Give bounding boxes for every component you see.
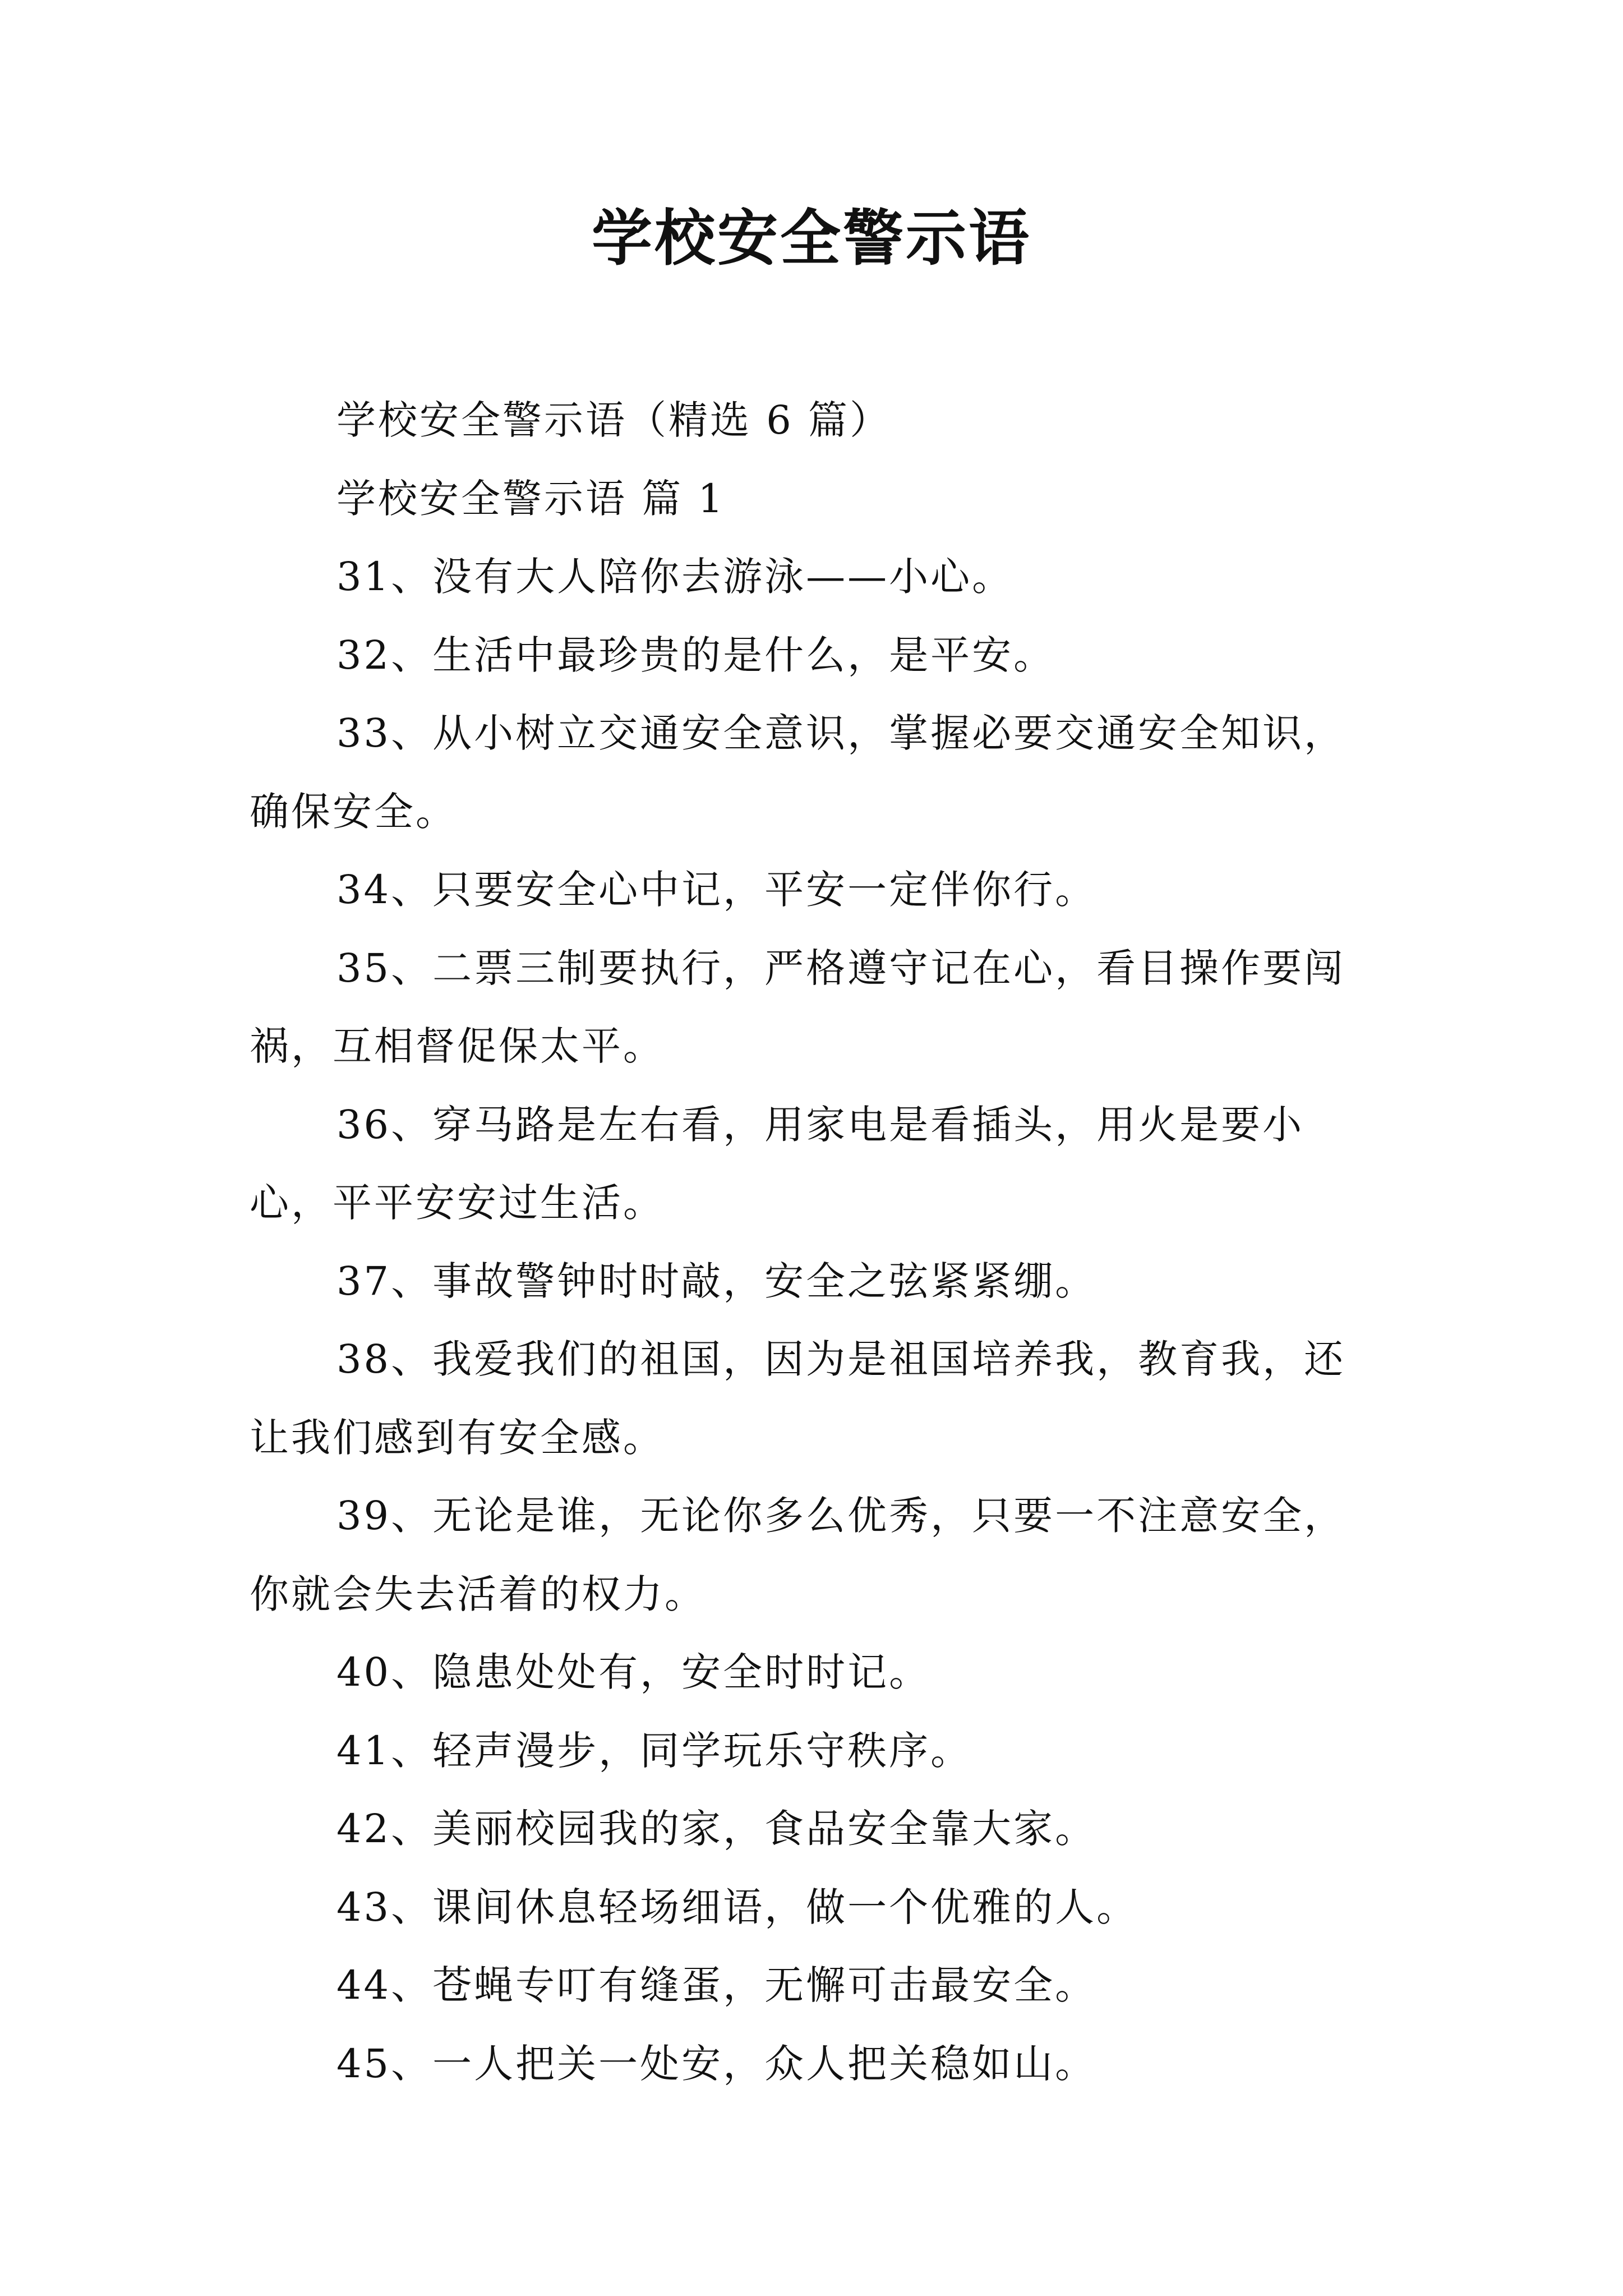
paragraph: 40、隐患处处有，安全时时记。 — [336, 1649, 931, 1695]
paragraph: 学校安全警示语 篇 1 — [336, 475, 726, 522]
paragraph: 32、生活中最珍贵的是什么，是平安。 — [336, 632, 1055, 678]
paragraph: 37、事故警钟时时敲，安全之弦紧紧绷。 — [336, 1258, 1097, 1304]
document-title: 学校安全警示语 — [591, 203, 1031, 274]
paragraph: 45、一人把关一处安，众人把关稳如山。 — [336, 2040, 1097, 2087]
document-body — [250, 381, 1382, 2103]
paragraph: 44、苍蝇专叮有缝蛋，无懈可击最安全。 — [336, 1962, 1097, 2008]
paragraph: 31、没有大人陪你去游泳——小心。 — [336, 554, 1014, 600]
paragraph: 42、美丽校园我的家，食品安全靠大家。 — [336, 1806, 1097, 1852]
paragraph: 35、二票三制要执行，严格遵守记在心，看目操作要闯祸，互相督促保太平。 — [250, 945, 1346, 1069]
paragraph: 34、只要安全心中记，平安一定伴你行。 — [336, 867, 1097, 913]
paragraph: 43、课间休息轻场细语，做一个优雅的人。 — [336, 1884, 1138, 1930]
paragraph: 41、轻声漫步，同学玩乐守秩序。 — [336, 1727, 972, 1774]
paragraph: 33、从小树立交通安全意识，掌握必要交通安全知识，确保安全。 — [250, 710, 1346, 835]
paragraph: 学校安全警示语（精选 6 篇） — [336, 397, 892, 443]
paragraph: 36、穿马路是左右看，用家电是看插头，用火是要小心，平平安安过生活。 — [250, 1101, 1304, 1226]
paragraph: 39、无论是谁，无论你多么优秀，只要一不注意安全，你就会失去活着的权力。 — [250, 1493, 1346, 1617]
paragraph: 38、我爱我们的祖国，因为是祖国培养我，教育我，还让我们感到有安全感。 — [250, 1336, 1346, 1461]
